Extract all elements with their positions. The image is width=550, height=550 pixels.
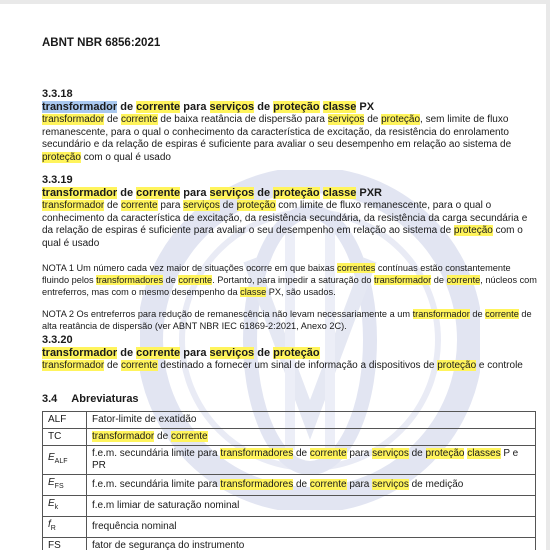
term-title: transformador de corrente para serviços de proteção classe PX bbox=[42, 101, 375, 113]
abbr-symbol: $E_{ALF}$ bbox=[43, 446, 87, 475]
abbr-description: f.e.m. secundária limite para transformadores de corrente para serviços de proteção classes P e PR bbox=[87, 446, 536, 475]
abbr-description: fator de segurança do instrumento bbox=[87, 538, 536, 550]
term-definition: transformador de corrente destinado a fornecer um sinal de informação a dispositivos de proteção e controle bbox=[42, 360, 523, 371]
abbr-symbol: $f_R$ bbox=[43, 517, 87, 538]
abbr-symbol: FS bbox=[43, 538, 87, 550]
note-1: NOTA 1 Um número cada vez maior de situações ocorre em que baixas correntes contínuas estão constantemente fluindo pelos transformadores de corrente. Portanto, para impedir a saturação do transformador de corrente, núcleos com entreferros, mas com o mesmo desempenho da classe PX, são usados. bbox=[42, 263, 537, 298]
abbr-description: f.e.m limiar de saturação nominal bbox=[87, 496, 536, 517]
term-number: 3.3.18 bbox=[42, 88, 73, 100]
abbreviations-heading: 3.4 Abreviaturas bbox=[42, 393, 139, 405]
abbr-description: f.e.m. secundária limite para transformadores de corrente para serviços de medição bbox=[87, 475, 536, 496]
table-row bbox=[43, 517, 536, 538]
abbr-description: frequência nominal bbox=[87, 517, 536, 538]
term-title: transformador de corrente para serviços de proteção classe PXR bbox=[42, 187, 383, 199]
window-edge-right bbox=[546, 0, 550, 550]
term-title: transformador de corrente para serviços de proteção bbox=[42, 347, 320, 359]
document-header: ABNT NBR 6856:2021 bbox=[42, 37, 161, 49]
table-row bbox=[43, 412, 536, 429]
abbr-description: Fator-limite de exatidão bbox=[87, 412, 536, 429]
term-definition: transformador de corrente para serviços de proteção com limite de fluxo remanescente, para o qual o conhecimento da característica de excitação, da resistência secundária, da resistência da carga secundária e da relação de espiras é suficiente para avaliar o seu desempenho em relação ao sistema de proteção com o qual é usado bbox=[42, 200, 528, 249]
table-row bbox=[43, 496, 536, 517]
table-row bbox=[43, 475, 536, 496]
abbr-symbol: ALF bbox=[43, 412, 87, 429]
note-2: NOTA 2 Os entreferros para redução de remanescência não levam necessariamente a um transformador de corrente de alta reatância de dispersão (ver ABNT NBR IEC 61869-2:2021, Anexo 2C). bbox=[42, 309, 532, 332]
term-number: 3.3.19 bbox=[42, 174, 73, 186]
term-definition: transformador de corrente de baixa reatância de dispersão para serviços de proteção, sem limite de fluxo remanescente, para o qual o conhecimento da característica de excitação, da resistência do enrolamento secundário e da relação de espiras é suficiente para avaliar o seu desempenho em relação ao sistema de proteção com o qual é usado bbox=[42, 114, 512, 163]
abbr-symbol: $E_{FS}$ bbox=[43, 475, 87, 496]
abbreviations-table bbox=[42, 411, 536, 550]
abbr-symbol: TC bbox=[43, 429, 87, 446]
abbr-description: transformador de corrente bbox=[87, 429, 536, 446]
term-3-3-18 bbox=[42, 88, 537, 164]
term-3-3-20 bbox=[42, 334, 537, 373]
term-number: 3.3.20 bbox=[42, 334, 73, 346]
abbr-symbol: $E_k$ bbox=[43, 496, 87, 517]
term-3-3-19 bbox=[42, 174, 537, 332]
table-row bbox=[43, 446, 536, 475]
window-edge-top bbox=[0, 0, 550, 4]
table-row bbox=[43, 429, 536, 446]
table-row bbox=[43, 538, 536, 550]
